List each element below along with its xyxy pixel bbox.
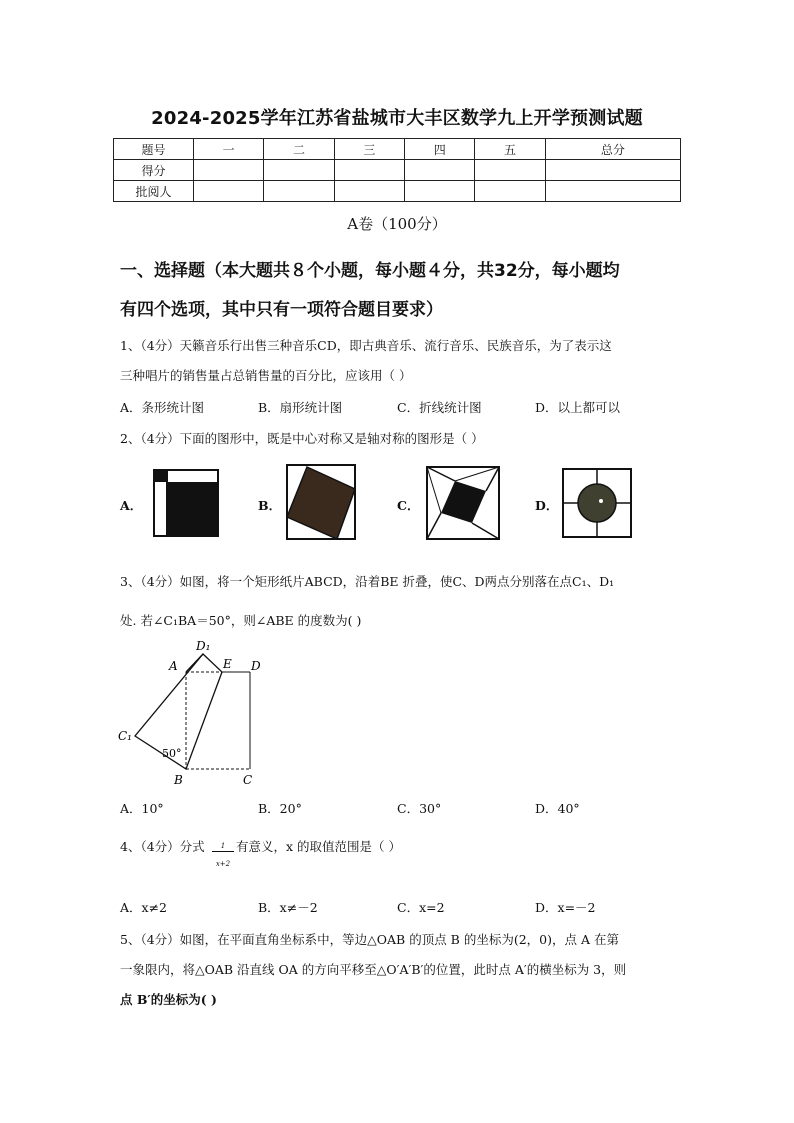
- question-2: 2、（4分）下面的图形中，既是中心对称又是轴对称的图形是（ ）: [120, 431, 484, 446]
- q2-figure-c: [425, 465, 501, 541]
- q2-figure-a: [152, 468, 220, 538]
- q3-label-e: E: [223, 657, 232, 671]
- q3-option-c[interactable]: C．30°: [397, 801, 442, 816]
- q4-fraction: [212, 842, 234, 869]
- table-cell: 得分: [114, 160, 194, 181]
- section-heading-line2: 有四个选项，其中只有一项符合题目要求）: [120, 300, 443, 320]
- q2-option-a-label[interactable]: A．: [120, 498, 143, 513]
- q1-option-a[interactable]: A．条形统计图: [120, 400, 205, 415]
- question-1-line1: 1、（4分）天籁音乐行出售三种音乐CD，即古典音乐、流行音乐、民族音乐，为了表示这: [120, 338, 612, 353]
- table-row: [114, 181, 681, 202]
- q4-option-d[interactable]: D．x=－2: [535, 900, 596, 915]
- table-cell[interactable]: [475, 181, 545, 202]
- q2-figure-d: [561, 467, 633, 539]
- section-heading-line1: 一、选择题（本大题共８个小题，每小题４分，共32分，每小题均: [120, 261, 620, 281]
- q3-option-b[interactable]: B．20°: [258, 801, 302, 816]
- q3-option-a[interactable]: A．10°: [120, 801, 164, 816]
- q3-label-c1: C₁: [118, 729, 132, 743]
- question-5-line3: 点 B′的坐标为( ): [120, 992, 217, 1007]
- table-cell[interactable]: [194, 160, 264, 181]
- q3-option-d[interactable]: D．40°: [535, 801, 580, 816]
- q3-label-angle: 50°: [162, 747, 182, 760]
- question-3-line1: 3、（4分）如图，将一个矩形纸片ABCD，沿着BE 折叠，使C、D两点分别落在点C₁、D₁: [120, 574, 615, 589]
- q4-fraction-denominator: x+2: [215, 860, 231, 868]
- table-cell[interactable]: [475, 160, 545, 181]
- table-cell[interactable]: [405, 160, 475, 181]
- q3-figure: [112, 636, 282, 791]
- question-4-prefix: 4、（4分）分式: [120, 839, 205, 854]
- q4-option-b[interactable]: B．x≠－2: [258, 900, 318, 915]
- page-title: 2024-2025学年江苏省盐城市大丰区数学九上开学预测试题: [151, 108, 643, 129]
- q1-option-d[interactable]: D．以上都可以: [535, 400, 621, 415]
- table-cell: 一: [194, 139, 264, 160]
- table-cell: 总分: [545, 139, 680, 160]
- score-table: [113, 138, 681, 202]
- table-cell[interactable]: [264, 181, 334, 202]
- table-cell[interactable]: [264, 160, 334, 181]
- question-3-line2: 处. 若∠C₁BA＝50°，则∠ABE 的度数为( ): [120, 613, 362, 628]
- table-cell[interactable]: [334, 181, 404, 202]
- question-1-line2: 三种唱片的销售量占总销售量的百分比，应该用（ ）: [120, 368, 412, 383]
- table-cell[interactable]: [405, 181, 475, 202]
- table-cell: 二: [264, 139, 334, 160]
- table-cell[interactable]: [545, 160, 680, 181]
- q1-option-b[interactable]: B．扇形统计图: [258, 400, 343, 415]
- volume-heading: A卷（100分）: [347, 215, 447, 233]
- question-5-line2: 一象限内，将△OAB 沿直线 OA 的方向平移至△O′A′B′的位置，此时点 A′的横坐标为 3，则: [120, 962, 627, 977]
- q4-option-c[interactable]: C．x=2: [397, 900, 445, 915]
- q3-label-d: D: [251, 659, 261, 673]
- q3-label-d1: D₁: [196, 639, 211, 653]
- table-cell[interactable]: [334, 160, 404, 181]
- question-4-suffix: 有意义，x 的取值范围是（ ）: [236, 839, 401, 854]
- q3-label-b: B: [174, 773, 183, 787]
- table-cell: 题号: [114, 139, 194, 160]
- table-cell: 四: [405, 139, 475, 160]
- q2-option-c-label[interactable]: C．: [397, 498, 420, 513]
- table-cell: 批阅人: [114, 181, 194, 202]
- q1-option-c[interactable]: C．折线统计图: [397, 400, 482, 415]
- q2-option-d-label[interactable]: D．: [535, 498, 559, 513]
- table-row: [114, 139, 681, 160]
- q2-option-b-label[interactable]: B．: [258, 498, 282, 513]
- q2-figure-b: [285, 463, 357, 541]
- q4-option-a[interactable]: A．x≠2: [120, 900, 168, 915]
- table-cell[interactable]: [194, 181, 264, 202]
- table-cell[interactable]: [545, 181, 680, 202]
- table-cell: 三: [334, 139, 404, 160]
- q3-label-a: A: [169, 659, 178, 673]
- q4-fraction-numerator: 1: [212, 842, 234, 852]
- question-5-line1: 5、（4分）如图，在平面直角坐标系中，等边△OAB 的顶点 B 的坐标为(2，0)，点 A 在第: [120, 932, 619, 947]
- table-cell: 五: [475, 139, 545, 160]
- table-row: [114, 160, 681, 181]
- q3-label-c: C: [243, 773, 253, 787]
